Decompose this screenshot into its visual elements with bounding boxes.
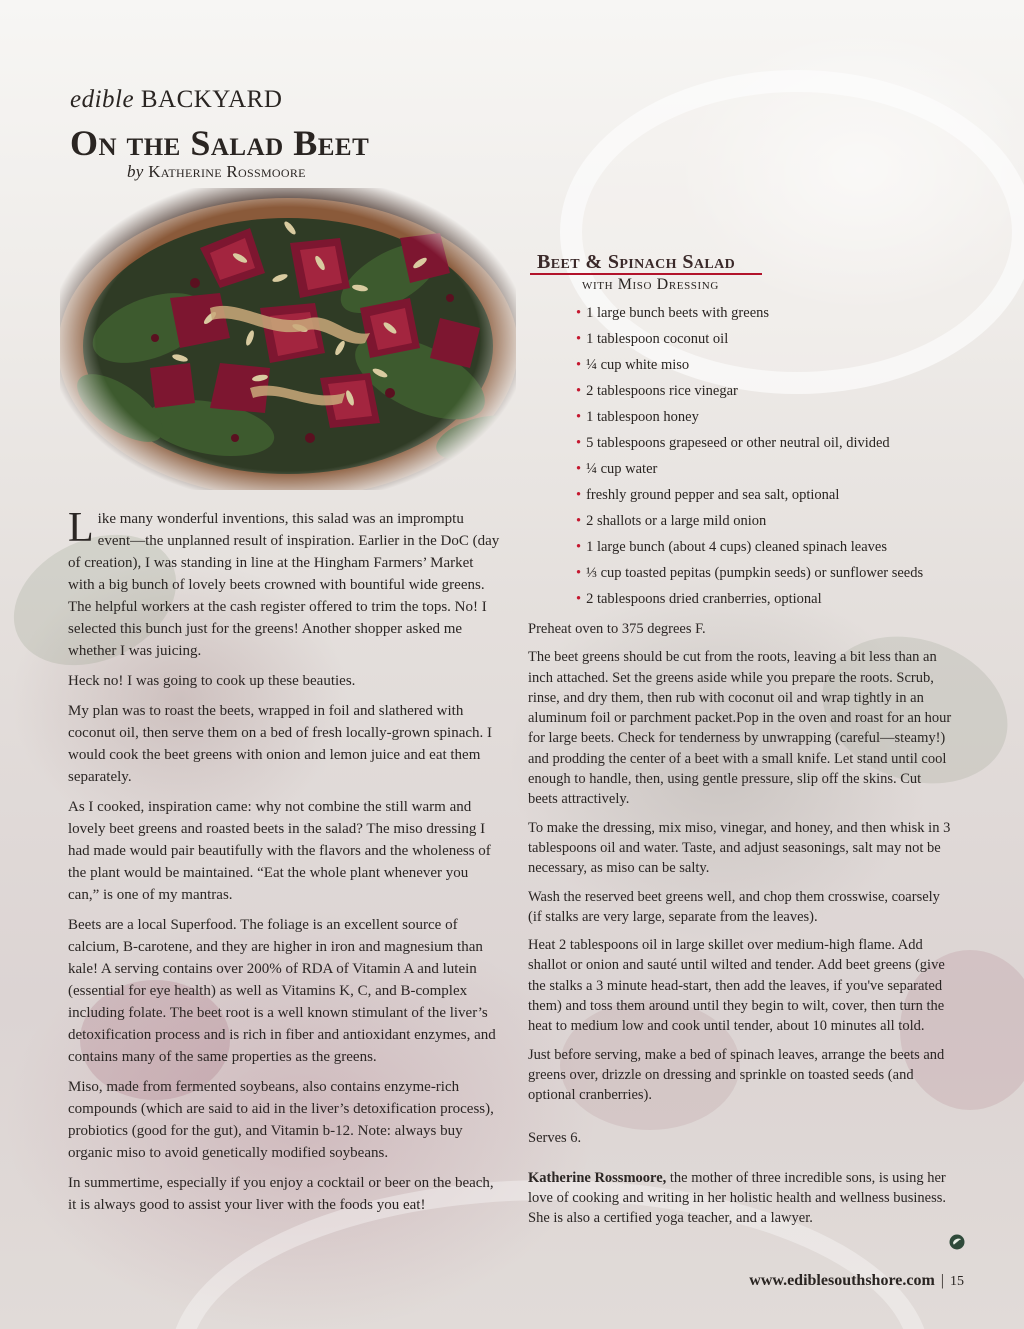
bullet-icon: • [576,513,582,529]
ingredient-item [576,432,923,458]
bullet-icon: • [576,435,582,451]
bullet-icon: • [576,461,582,477]
salad-photo [60,188,516,490]
ingredient-text: 1 tablespoon honey [586,409,699,425]
ingredient-item [576,458,923,484]
bullet-icon: • [576,487,582,503]
bullet-icon: • [576,383,582,399]
article-paragraph [68,505,500,662]
ingredient-item [576,406,923,432]
author-bio [528,1168,954,1229]
article-paragraph: In summertime, especially if you enjoy a cocktail or beer on the beach, it is always good to assist your liver with the foods you eat! [68,1175,494,1213]
ingredient-item [576,354,923,380]
article-paragraph: Beets are a local Superfood. The foliage is an excellent source of calcium, B-carotene, and they are higher in iron and magnesium than kale! A serving contains over 200% of RDA of Vitamin A and lutein (essential for eye health) as well as Vitamins K, C, and B-complex including folate. The beet root is a well known stimulant of the liver’s detoxification process and is rich in fiber and antioxidant enzymes, and contains many of the same properties as the greens. [68,917,496,1065]
recipe-title: Beet & Spinach Salad [537,251,736,273]
ingredient-item [576,510,923,536]
ingredient-text: freshly ground pepper and sea salt, optional [586,487,840,503]
article-paragraph-line: event—the unplanned result of inspiration. Earlier in the [97,533,437,549]
footer-separator: | [940,1272,944,1289]
ingredient-item [576,588,923,614]
ingredient-text: 2 tablespoons dried cranberries, optional [586,591,822,607]
article-paragraph: Heck no! I was going to cook up these beauties. [68,673,356,689]
bullet-icon: • [576,305,582,321]
recipe-step: The beet greens should be cut from the roots, leaving a bit less than an inch attached. Set the greens aside while you prepare the roots. Scrub, rinse, and dry them, then rub with coconut oil and wrap tightly in an aluminum foil or parchment packet.Pop in the oven and roast for an hour for large beets. Check for tenderness by unwrapping (careful—steamy!) and prodding the center of a beet with a small knife. Let stand until cool enough to handle, then, using gentle pressure, slip off the skins. Cut beets attractively. [528,649,952,808]
article-title: On the Salad Beet [70,123,370,163]
ingredient-item [576,562,923,588]
article-paragraph-line: ike many wonderful inventions, this salad was an impromptu [97,511,464,527]
byline [127,162,306,182]
article-body [68,505,500,1224]
bullet-icon: • [576,591,582,607]
ingredient-item [576,328,923,354]
recipe-step: Preheat oven to 375 degrees F. [528,621,706,637]
ingredient-text: ⅓ cup toasted pepitas (pumpkin seeds) or sunflower seeds [586,565,924,581]
salad-illustration [60,188,516,490]
author-bio-text: the mother of three incredible sons, is using her love of cooking and writing in her holistic health and wellness business. She is also a certified yoga teacher, and a lawyer. [528,1169,947,1227]
recipe-step: To make the dressing, mix miso, vinegar, and honey, and then whisk in 3 tablespoons oil and water. Taste, and adjust seasonings, salt may not be necessary, as miso can be salty. [528,819,951,877]
recipe-serves: Serves 6. [528,1129,582,1146]
article-paragraph: My plan was to roast the beets, wrapped in foil and slathered with coconut oil, then serve them on a bed of fresh locally-grown spinach. I would cook the beet greens with onion and lemon juice and eat them separately. [68,703,493,785]
byline-prefix: by [127,162,144,181]
recipe-subtitle: with Miso Dressing [582,276,719,293]
ingredient-item [576,302,923,328]
bullet-icon: • [576,409,582,425]
section-kicker [70,86,282,114]
ingredient-text: 1 large bunch (about 4 cups) cleaned spinach leaves [586,539,887,555]
ingredient-list [576,302,923,614]
article-paragraph: As I cooked, inspiration came: why not combine the still warm and lovely beet greens and roasted beets in the salad? The miso dressing I had made would pair beautifully with the flavors and the wholeness of the plant would be maintained. “Eat the whole plant whenever you can,” is one of my mantras. [68,799,491,903]
byline-author: Katherine Rossmoore [148,162,306,181]
recipe-step: Just before serving, make a bed of spinach leaves, arrange the beets and greens over, drizzle on dressing and sprinkle on toasted seeds (and optional cranberries). [528,1046,945,1104]
ingredient-item [576,380,923,406]
bullet-icon: • [576,357,582,373]
recipe-step: Wash the reserved beet greens well, and chop them crosswise, coarsely (if stalks are very large, separate from the leaves). [528,888,940,925]
edible-logo-icon [949,1234,965,1250]
ingredient-text: 5 tablespoons grapeseed or other neutral oil, divided [586,435,890,451]
recipe-title-rule [530,273,762,275]
author-bio-name: Katherine Rossmoore, [528,1169,667,1186]
article-paragraph-text: DoC (day of creation), I was standing in line at the Hingham Farmers’ Market with a big bunch of lovely beets crowned with bountiful wide greens. The helpful workers at the cash register offered to trim the tops. No! I selected this bunch just for the greens! Another shopper asked me whether I was juicing. [68,533,500,659]
ingredient-text: 1 tablespoon coconut oil [586,331,729,347]
ingredient-text: 2 tablespoons rice vinegar [586,383,738,399]
bullet-icon: • [576,539,582,555]
recipe-step: Heat 2 tablespoons oil in large skillet over medium-high flame. Add shallot or onion and sauté until wilted and tender. Add beet greens (give the stalks a 3 minute head-start, then add the leaves, if you've separated them) and toss them around until they begin to wilt, cover, then turn the heat to medium low and cook until tender, about 10 minutes all told. [528,937,945,1035]
article-paragraph: Miso, made from fermented soybeans, also contains enzyme-rich compounds (which are said to aid in the liver’s detoxification process), probiotics (good for the gut), and Vitamin b-12. Note: always buy organic miso to avoid genetically modified soybeans. [68,1079,494,1161]
ingredient-text: ¼ cup water [586,461,658,477]
kicker-italic: edible [70,86,135,113]
page-number: 15 [950,1274,964,1289]
bullet-icon: • [576,331,582,347]
footer-url: www.ediblesouthshore.com [749,1272,935,1289]
ingredient-item [576,536,923,562]
page-footer [749,1272,964,1290]
ingredient-item [576,484,923,510]
kicker-section: BACKYARD [140,86,283,113]
recipe-instructions [528,619,954,1237]
drop-cap: L [68,505,94,551]
ingredient-text: 1 large bunch beets with greens [586,305,770,321]
ingredient-text: ¼ cup white miso [586,357,690,373]
ingredient-text: 2 shallots or a large mild onion [586,513,767,529]
bullet-icon: • [576,565,582,581]
